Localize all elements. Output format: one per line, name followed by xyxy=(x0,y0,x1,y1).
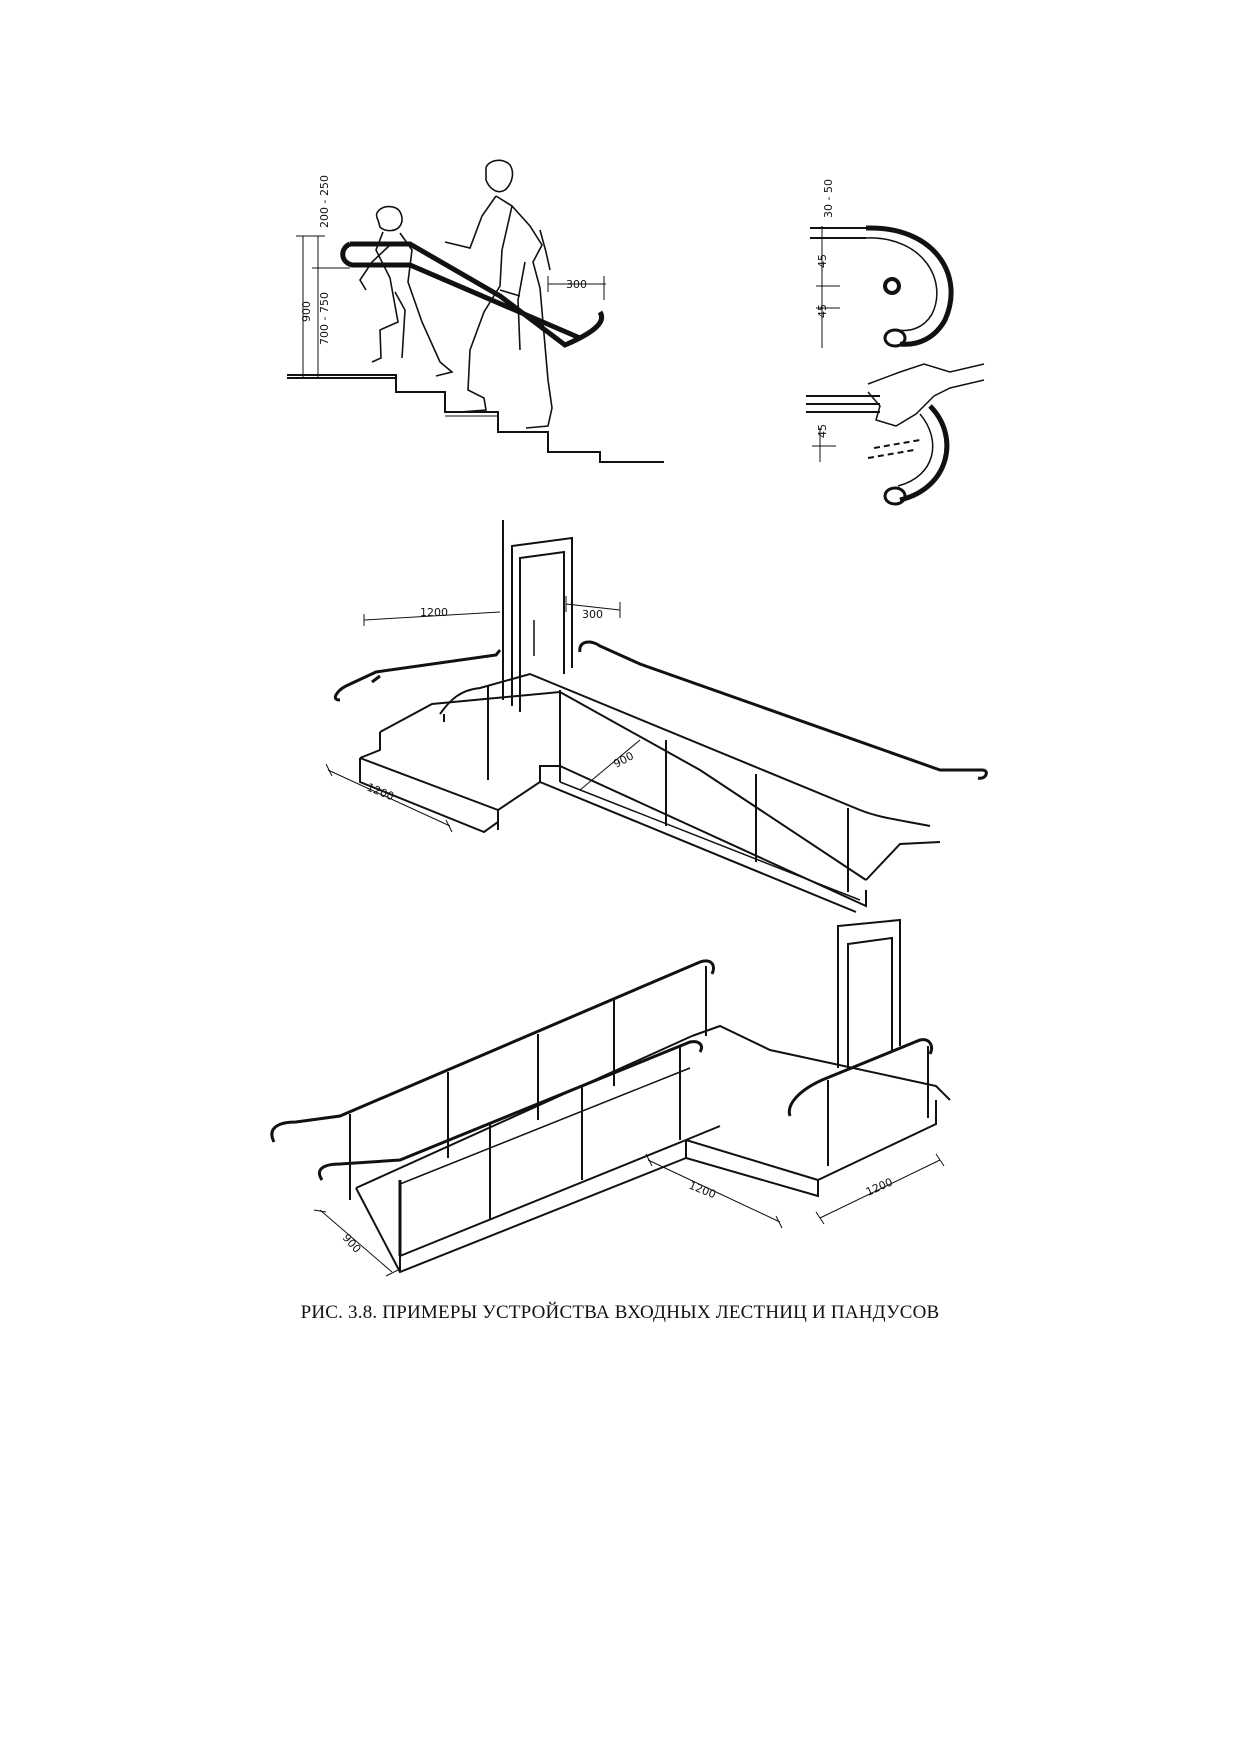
dim-upper-gap: 200 - 250 xyxy=(318,175,331,228)
ramp-slab xyxy=(356,1036,692,1272)
child-figure xyxy=(360,207,452,376)
dim-total-height: 900 xyxy=(300,301,313,322)
ramp-landing xyxy=(686,1026,950,1199)
dim-diameter-a: 45 xyxy=(816,254,829,268)
outer-handrail xyxy=(272,961,714,1142)
ramp-door-frame xyxy=(838,920,900,1068)
dim-ramp-width: 900 xyxy=(339,1231,364,1256)
figure-caption: РИС. 3.8. ПРИМЕРЫ УСТРОЙСТВА ВХОДНЫХ ЛЕСТНИЦ И ПАНДУСОВ xyxy=(300,1302,940,1323)
dim-step-depth: 1200 xyxy=(364,780,396,804)
stair-people-drawing xyxy=(287,160,664,462)
wall-handrail xyxy=(580,642,987,778)
dim-extension-top: 300 xyxy=(566,278,587,291)
stair-profile xyxy=(287,375,664,462)
middle-dim-labels xyxy=(365,606,636,803)
middle-dims xyxy=(326,596,640,832)
dim-landing-b: 1200 xyxy=(863,1175,895,1199)
ramp-guardrail xyxy=(440,674,930,900)
dim-clearance: 30 - 50 xyxy=(822,179,835,218)
platform xyxy=(360,692,940,912)
dim-diameter-c: 45 xyxy=(816,424,829,438)
bottom-dim-labels xyxy=(340,1175,895,1255)
left-handrail xyxy=(335,650,500,700)
detail-dim-labels xyxy=(816,179,835,438)
detail-lower-profile xyxy=(806,364,984,504)
stair-ramp-drawing xyxy=(326,520,986,912)
detail-upper-profile xyxy=(810,226,951,348)
dim-landing-a: 1200 xyxy=(686,1178,718,1202)
dim-rail-height: 700 - 750 xyxy=(318,292,331,345)
ramp-drawing xyxy=(272,920,950,1276)
inner-handrail xyxy=(319,1042,701,1256)
dim-width-mid: 900 xyxy=(611,749,636,771)
bottom-dims xyxy=(314,1154,944,1276)
dim-landing-top: 1200 xyxy=(420,606,448,619)
handrail-detail xyxy=(806,226,984,504)
dim-extension-mid: 300 xyxy=(582,608,603,621)
dim-diameter-b: 45 xyxy=(816,304,829,318)
